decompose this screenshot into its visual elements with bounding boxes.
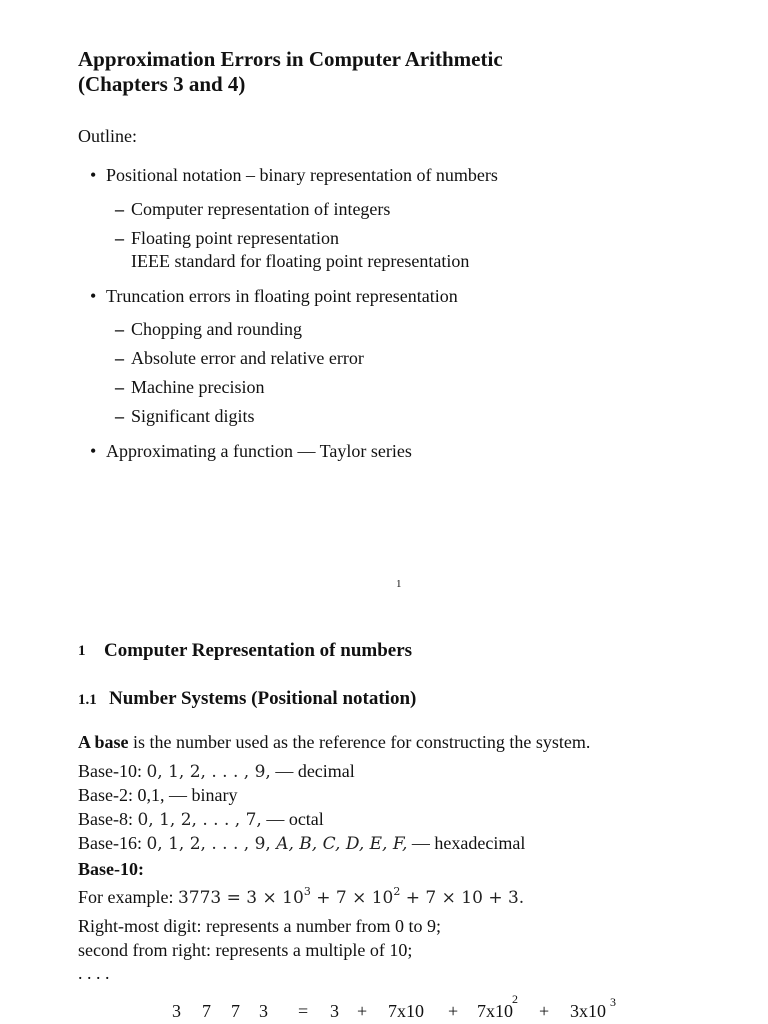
base-16-line — [78, 832, 525, 855]
base-definition — [78, 731, 590, 753]
base-10-digits: 0, 1, 2, . . . , 9, — [146, 762, 271, 782]
section-number: 1 — [78, 643, 86, 659]
outline-dash: – — [115, 228, 124, 248]
outline-bullet-2: • — [90, 286, 97, 306]
term-4: 3x10 — [570, 1001, 606, 1021]
term-3-exponent: 2 — [512, 992, 518, 1006]
base-2-line: Base-2: 0,1, — binary — [78, 785, 238, 805]
example-math-part-3: + 7 × 10 + 3. — [400, 888, 525, 908]
outline-label: Outline: — [78, 126, 137, 146]
digit: 3 — [259, 1001, 268, 1021]
outline-dash: – — [115, 348, 124, 368]
outline-bullet-1: • — [90, 165, 97, 185]
outline-dash: – — [115, 406, 124, 426]
outline-subitem-1-1: Computer representation of integers — [131, 199, 391, 219]
outline-dash: – — [115, 199, 124, 219]
example-equation — [177, 885, 525, 908]
rightmost-digit-line: Right-most digit: represents a number from 0 to 9; — [78, 916, 441, 936]
page-number: 1 — [396, 578, 402, 590]
section-title: Computer Representation of numbers — [104, 640, 413, 661]
example-math-part-2: + 7 × 10 — [310, 888, 394, 908]
outline-item-1: Positional notation – binary representation of numbers — [106, 165, 498, 185]
title-line-1: Approximation Errors in Computer Arithmetic — [78, 47, 503, 71]
base-8-digits: 0, 1, 2, . . . , 7, — [137, 810, 262, 830]
example-math-part-1: 3773 = 3 × 10 — [177, 888, 304, 908]
term-2: 7x10 — [388, 1001, 424, 1021]
example-exponent-1: 3 — [303, 885, 311, 898]
subsection-title: Number Systems (Positional notation) — [109, 688, 417, 709]
title-line-2: (Chapters 3 and 4) — [78, 72, 246, 96]
example-label: For example: — [78, 887, 178, 907]
outline-subitem-1-2-cont: IEEE standard for floating point representation — [131, 251, 470, 271]
outline-subitem-2-4: Significant digits — [131, 406, 255, 426]
base-10-line — [78, 760, 355, 783]
continuation-dots: . . . . — [78, 963, 110, 983]
base-10-heading: Base-10: — [78, 859, 144, 879]
base-8-line — [78, 808, 324, 831]
term-3: 7x10 — [477, 1001, 513, 1021]
bottom-equation — [0, 992, 768, 1024]
outline-bullet-3: • — [90, 441, 97, 461]
subsection-number: 1.1 — [78, 692, 97, 708]
digit: 7 — [202, 1001, 211, 1021]
outline-item-3: Approximating a function — Taylor series — [106, 441, 412, 461]
plus-sign: + — [357, 1001, 368, 1021]
base-8-label: Base-8: — [78, 809, 138, 829]
term-1: 3 — [330, 1001, 339, 1021]
plus-sign: + — [448, 1001, 459, 1021]
base-16-digits: 0, 1, 2, . . . , 9, — [146, 834, 277, 854]
example-exponent-2: 2 — [393, 885, 401, 898]
outline-subitem-2-2: Absolute error and relative error — [131, 348, 364, 368]
base-definition-term: A base — [78, 732, 129, 752]
outline-item-2: Truncation errors in floating point representation — [106, 286, 458, 306]
second-digit-line: second from right: represents a multiple of 10; — [78, 940, 413, 960]
base-8-name: — octal — [261, 809, 324, 829]
base-16-label: Base-16: — [78, 833, 147, 853]
base-16-name: — hexadecimal — [407, 833, 526, 853]
outline-subitem-2-1: Chopping and rounding — [131, 319, 302, 339]
digit: 7 — [231, 1001, 240, 1021]
term-4-exponent: 3 — [610, 995, 616, 1009]
base-10-label: Base-10: — [78, 761, 147, 781]
base-16-letters: A, B, C, D, E, F, — [276, 834, 408, 854]
outline-dash: – — [115, 319, 124, 339]
outline-subitem-1-2: Floating point representation — [131, 228, 339, 248]
outline-subitem-2-3: Machine precision — [131, 377, 265, 397]
page-title — [78, 47, 503, 97]
base-10-name: — decimal — [270, 761, 355, 781]
outline-dash: – — [115, 377, 124, 397]
base-10-example — [78, 886, 524, 909]
digit: 3 — [172, 1001, 181, 1021]
plus-sign: + — [539, 1001, 550, 1021]
base-definition-text: is the number used as the reference for constructing the system. — [128, 732, 591, 752]
equals-sign: = — [298, 1001, 309, 1021]
